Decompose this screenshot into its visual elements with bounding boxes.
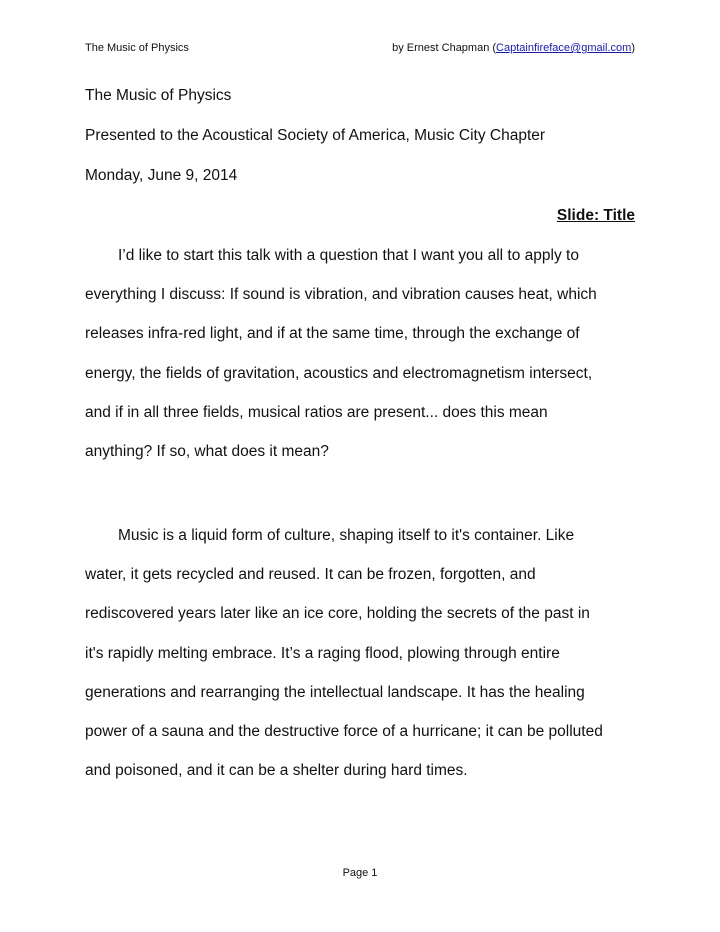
paragraph-intro-question [85, 236, 645, 471]
paragraph-line: releases infra-red light, and if at the same time, through the exchange of [85, 325, 580, 343]
header-author-prefix: by Ernest Chapman ( [392, 42, 497, 54]
author-email-link[interactable]: Captainfireface@gmail.com [496, 42, 632, 54]
paragraph-line: anything? If so, what does it mean? [85, 443, 329, 461]
paragraph-line: water, it gets recycled and reused. It can be frozen, forgotten, and [85, 566, 536, 584]
presentation-date: Monday, June 9, 2014 [85, 167, 238, 184]
header-doc-title: The Music of Physics [85, 42, 189, 54]
paragraph-line: and poisoned, and it can be a shelter during hard times. [85, 762, 468, 780]
presentation-venue: Presented to the Acoustical Society of America, Music City Chapter [85, 127, 546, 144]
paragraph-line: it's rapidly melting embrace. It’s a raging flood, plowing through entire [85, 644, 560, 662]
paragraph-line: generations and rearranging the intellectual landscape. It has the healing [85, 683, 585, 701]
paragraph-line: rediscovered years later like an ice core, holding the secrets of the past in [85, 605, 590, 623]
document-title: The Music of Physics [85, 87, 232, 104]
paragraph-line: everything I discuss: If sound is vibration, and vibration causes heat, which [85, 286, 597, 304]
paragraph-line: Music is a liquid form of culture, shaping itself to it's container. Like [118, 527, 575, 544]
paragraph-line: and if in all three fields, musical ratios are present... does this mean [85, 403, 548, 421]
slide-label: Slide: Title [556, 207, 635, 224]
page-header [85, 42, 635, 58]
paragraph-music-liquid [85, 516, 645, 790]
paragraph-line: I’d like to start this talk with a question that I want you all to apply to [118, 247, 579, 264]
page-number: Page 1 [342, 867, 378, 879]
paragraph-line: power of a sauna and the destructive force of a hurricane; it can be polluted [85, 723, 603, 741]
header-author-suffix: ) [631, 42, 635, 54]
header-author [392, 42, 635, 54]
paragraph-line: energy, the fields of gravitation, acoustics and electromagnetism intersect, [85, 364, 593, 382]
